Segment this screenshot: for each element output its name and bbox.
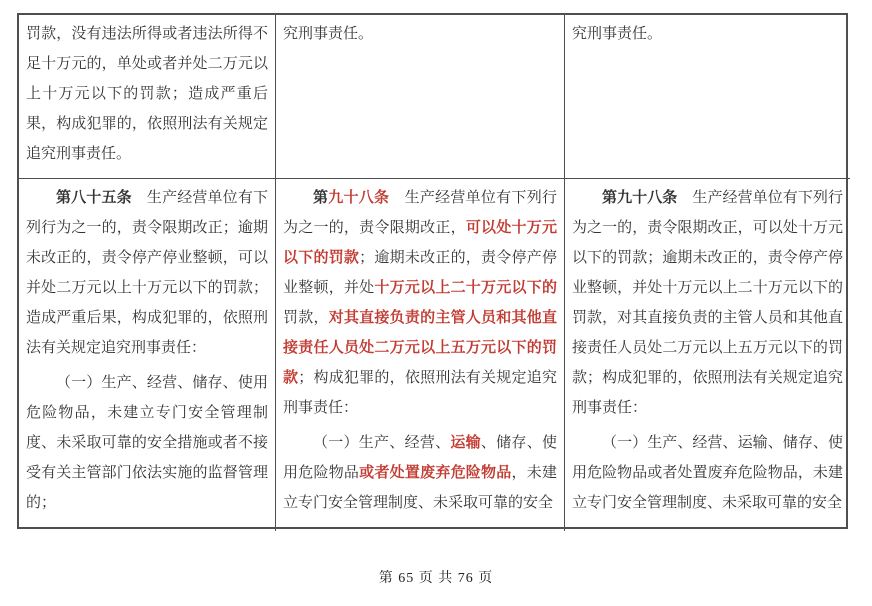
page-number: 第 65 页 共 76 页	[378, 571, 494, 586]
cell-r2c2	[276, 179, 565, 531]
revised-text: 可以处十万元以下的罚款	[283, 220, 557, 266]
legal-text: （一）生产、经营、	[313, 435, 451, 451]
cell-r1c2	[276, 15, 565, 179]
legal-text: 生产经营单位有下列行为之一的，责令限期改正，	[283, 190, 557, 236]
legal-text: 究刑事责任。	[572, 26, 663, 42]
cell-r1c1	[19, 15, 276, 179]
paragraph	[572, 19, 843, 49]
legal-text: 生产经营单位有下列行为之一的，责令限期改正，可以处十万元以下的罚款；逾期未改正的，责令停产停业整顿，并处十万元以上二十万元以下的罚款，对其直接负责的主管人员和其他直接责任人员处二万元以上五万元以下的罚款；构成犯罪的，依照刑法有关规定追究刑事责任：	[572, 190, 843, 416]
revised-text: 运输	[450, 435, 481, 451]
paragraph	[283, 183, 557, 423]
revised-text: 九十八条	[328, 190, 390, 206]
paragraph	[26, 183, 268, 363]
legal-text: 生产经营单位有下列行为之一的，责令限期改正；逾期未改正的，责令停产停业整顿，可以并处二万元以上十万元以下的罚款；造成严重后果，构成犯罪的，依照刑法有关规定追究刑事责任：	[26, 190, 268, 356]
law-comparison-table	[17, 13, 848, 529]
paragraph	[26, 368, 268, 518]
cell-r2c3	[565, 179, 850, 531]
legal-text: 第	[313, 190, 329, 206]
legal-text: 罚款，	[283, 310, 329, 326]
paragraph	[572, 428, 843, 518]
cell-r2c1	[19, 179, 276, 531]
legal-text: （一）生产、经营、储存、使用危险物品，未建立专门安全管理制度、未采取可靠的安全措施或者不接受有关主管部门依法实施的监督管理的；	[26, 375, 268, 511]
legal-text: 第九十八条	[602, 190, 678, 206]
legal-text: ；逾期未改正的，责令停产停业整顿，并处	[283, 250, 557, 296]
legal-text: ；构成犯罪的，依照刑法有关规定追究刑事责任：	[283, 370, 557, 416]
legal-text: 究刑事责任。	[283, 26, 374, 42]
legal-text: 罚款，没有违法所得或者违法所得不足十万元的，单处或者并处二万元以上十万元以下的罚款；造成严重后果，构成犯罪的，依照刑法有关规定追究刑事责任。	[26, 26, 268, 162]
paragraph	[572, 183, 843, 423]
revised-text: 或者处置废弃危险物品	[359, 465, 512, 481]
paragraph	[26, 19, 268, 169]
paragraph	[283, 19, 557, 49]
cell-r1c3	[565, 15, 850, 179]
legal-text: 、储存、使用危险物品	[283, 435, 557, 481]
legal-text: 第八十五条	[56, 190, 132, 206]
legal-text: （一）生产、经营、运输、储存、使用危险物品或者处置废弃危险物品，未建立专门安全管理制度、未采取可靠的安全	[572, 435, 843, 511]
paragraph	[283, 428, 557, 518]
revised-text: 十万元以上二十万元以下的	[374, 280, 557, 296]
legal-text: ，未建立专门安全管理制度、未采取可靠的安全	[283, 465, 557, 511]
revised-text: 对其直接负责的主管人员和其他直接责任人员处二万元以上五万元以下的罚款	[283, 310, 557, 386]
